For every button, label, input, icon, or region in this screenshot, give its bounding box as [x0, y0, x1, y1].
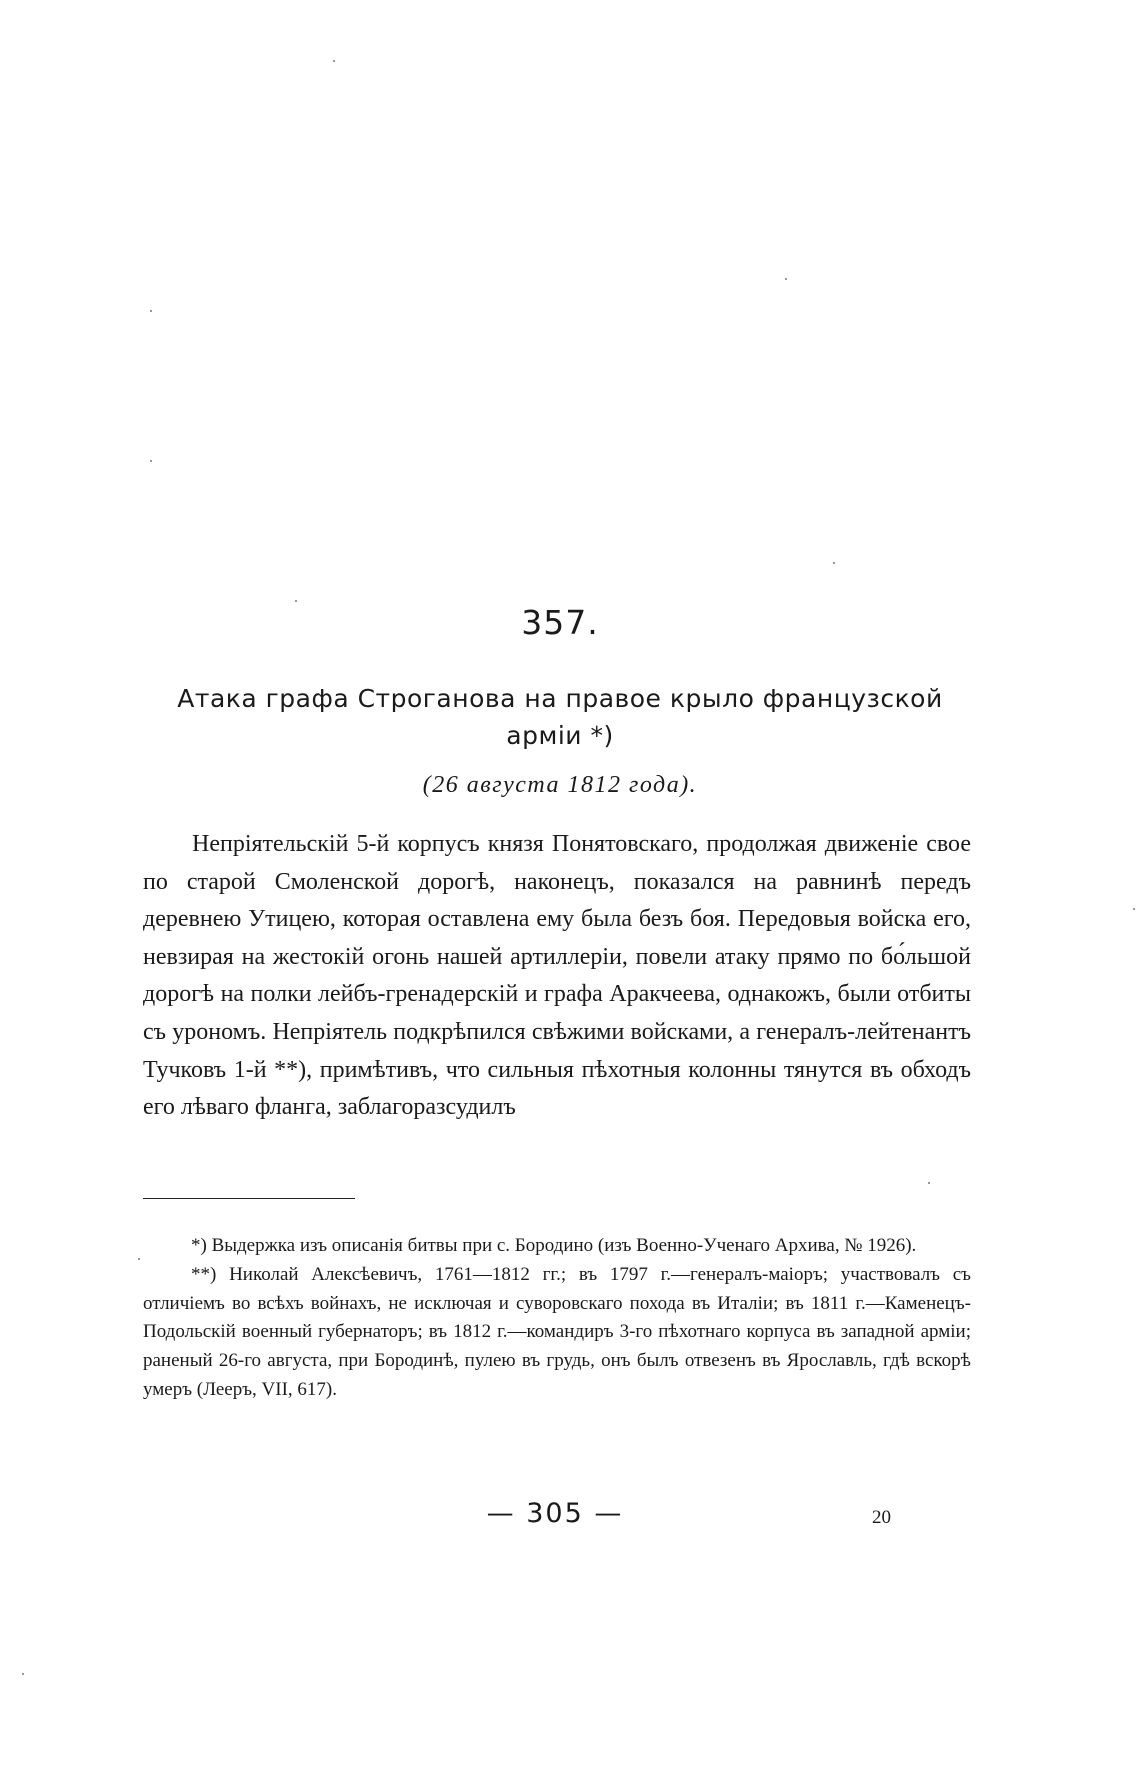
footnote-2: **) Николай Алексѣевичъ, 1761—1812 гг.; въ 1797 г.—генералъ-маіоръ; участвовалъ съ отличіемъ во всѣхъ войнахъ, не исключая и суворовскаго похода въ Италіи; въ 1811 г.—Каменецъ-Подольскій военный губернаторъ; въ 1812 г.—командиръ 3-го пѣхотнаго корпуса въ западной арміи; раненый 26-го августа, при Бородинѣ, пулею въ грудь, онъ былъ отвезенъ въ Ярославль, гдѣ вскорѣ умеръ (Лееръ, VII, 617). — [143, 1263, 971, 1400]
scan-speck — [833, 562, 835, 564]
scan-speck — [150, 460, 152, 462]
signature-mark: 20 — [872, 1507, 891, 1528]
body-paragraph: Непріятельскій 5-й корпусъ князя Понятовскаго, продолжая движеніе свое по старой Смоленской дорогѣ, наконецъ, показался на равнинѣ передъ деревнею Утицею, которая оставлена ему была безъ боя. Передовыя войска его, невзирая на жестокій огонь нашей артиллеріи, повели атаку прямо по бо́льшой дорогѣ на полки лейбъ-гренадерскій и графа Аракчеева, однакожъ, были отбиты съ урономъ. Непріятель подкрѣпился свѣжими войсками, а генералъ-лейтенантъ Тучковъ 1-й **), примѣтивъ, что сильныя пѣхотныя колонны тянутся въ обходъ его лѣваго фланга, заблагоразсудилъ — [143, 831, 971, 1121]
scan-speck — [150, 310, 152, 312]
page-number: — 305 — — [486, 1498, 624, 1529]
scan-speck — [333, 60, 335, 62]
document-title — [130, 680, 990, 754]
footnote-divider — [143, 1198, 355, 1199]
document-date: (26 августа 1812 года). — [422, 772, 698, 798]
scan-speck — [928, 1182, 930, 1184]
scan-speck — [1133, 908, 1135, 910]
scan-speck — [295, 600, 297, 602]
footnotes — [143, 1232, 971, 1405]
scan-speck — [138, 1258, 140, 1260]
title-line-1: Атака графа Строганова на правое крыло французской — [177, 684, 943, 713]
footnote-1: *) Выдержка изъ описанія битвы при с. Бородино (изъ Военно-Ученаго Архива, № 1926). — [191, 1235, 917, 1256]
scan-speck — [785, 278, 787, 280]
document-number: 357. — [521, 603, 599, 642]
title-line-2: арміи *) — [506, 721, 614, 750]
scan-speck — [22, 1673, 24, 1675]
